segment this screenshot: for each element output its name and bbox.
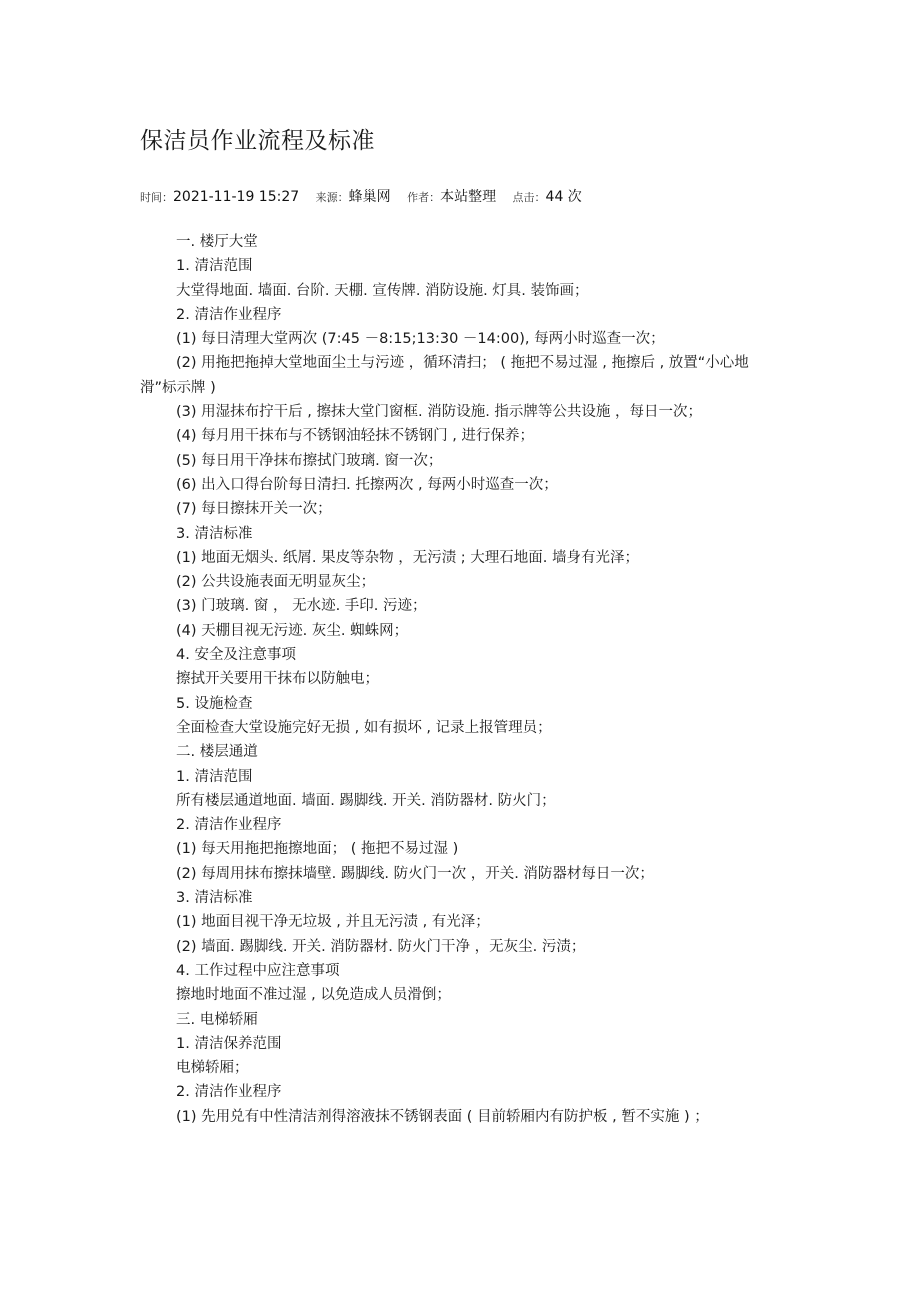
paragraph-line: (3) 用湿抹布拧干后 , 擦抹大堂门窗框. 消防设施. 指示牌等公共设施 ，每日一次； [176,404,703,421]
paragraph-line: 三. 电梯轿厢 [176,1011,258,1028]
page-title: 保洁员作业流程及标准 [140,128,375,154]
clicks-label: 点击： [512,191,546,204]
paragraph-line: 擦地时地面不准过湿 , 以免造成人员滑倒； [176,987,451,1004]
paragraph-line: (2) 墙面. 踢脚线. 开关. 消防器材. 防火门干净 ，无灰尘. 污渍； [176,938,586,955]
paragraph-line: 一. 楼厅大堂 [176,234,258,250]
paragraph-line: 2. 清洁作业程序 [176,306,282,323]
paragraph-line: 1. 清洁范围 [176,258,253,275]
paragraph-line: 所有楼层通道地面. 墙面. 踢脚线. 开关. 消防器材. 防火门； [176,792,556,809]
paragraph-line: (1) 先用兑有中性清洁剂得溶液抹不锈钢表面 ( 目前轿厢内有防护板 , 暂不实施 ) ； [176,1108,709,1125]
time-label: 时间： [140,191,173,204]
paragraph-line: (1) 地面无烟头. 纸屑. 果皮等杂物 ，无污渍 ; 大理石地面. 墙身有光泽； [176,549,640,566]
paragraph-line: 3. 清洁标准 [176,525,253,542]
clicks-value: 44 次 [545,189,582,205]
paragraph-line: (5) 每日用干净抹布擦拭门玻璃. 窗一次； [176,452,443,469]
paragraph-line: (4) 每月用干抹布与不锈钢油轻抹不锈钢门 , 进行保养； [176,428,534,445]
source-label: 来源： [315,191,349,204]
paragraph-line: (2) 用拖把拖掉大堂地面尘土与污迹 ，循环清扫； ( 拖把不易过湿 , 拖擦后 , 放置“小心地滑”标示牌 ) [140,355,749,396]
paragraph-line: (6) 出入口得台阶每日清扫. 托擦两次 , 每两小时巡查一次； [176,476,558,493]
paragraph-line: (7) 每日擦抹开关一次； [176,501,332,518]
paragraph-line: (4) 天棚目视无污迹. 灰尘. 蜘蛛网； [176,622,409,639]
article-meta [140,186,594,206]
paragraph-line: (1) 每日清理大堂两次 (7:45 －8:15;13:30 －14:00), 每两小时巡查一次； [176,331,665,348]
paragraph-line: 1. 清洁保养范围 [176,1035,282,1052]
paragraph-line: (1) 每天用拖把拖擦地面； ( 拖把不易过湿 ) [176,841,459,858]
paragraph-line: 1. 清洁范围 [176,768,253,785]
source-value: 蜂巢网 [348,189,391,205]
paragraph-line: (3) 门玻璃. 窗 ， 无水迹. 手印. 污迹； [176,598,427,615]
paragraph-line: 4. 工作过程中应注意事项 [176,962,340,979]
paragraph-line: 4. 安全及注意事项 [176,647,296,664]
paragraph-line: 2. 清洁作业程序 [176,817,282,834]
paragraph-line: 二. 楼层通道 [176,744,258,761]
article-body [140,230,780,1129]
time-value: 2021-11-19 15:27 [173,189,300,205]
paragraph-line: (2) 每周用抹布擦抹墙壁. 踢脚线. 防火门一次 ，开关. 消防器材每日一次； [176,865,654,882]
paragraph-line: 2. 清洁作业程序 [176,1084,282,1101]
paragraph-line: 电梯轿厢； [176,1060,249,1077]
paragraph-line: 大堂得地面. 墙面. 台阶. 天棚. 宣传牌. 消防设施. 灯具. 装饰画； [176,282,589,299]
paragraph-line: 3. 清洁标准 [176,890,253,907]
paragraph-line: (2) 公共设施表面无明显灰尘； [176,574,376,591]
paragraph-line: 全面检查大堂设施完好无损 , 如有损坏 , 记录上报管理员； [176,719,552,736]
paragraph-line: 擦拭开关要用干抹布以防触电； [176,671,379,688]
author-label: 作者： [407,191,441,204]
paragraph-line: (1) 地面目视干净无垃圾 , 并且无污渍 , 有光泽； [176,914,490,931]
author-value: 本站整理 [440,189,497,205]
paragraph-line: 5. 设施检查 [176,695,253,712]
